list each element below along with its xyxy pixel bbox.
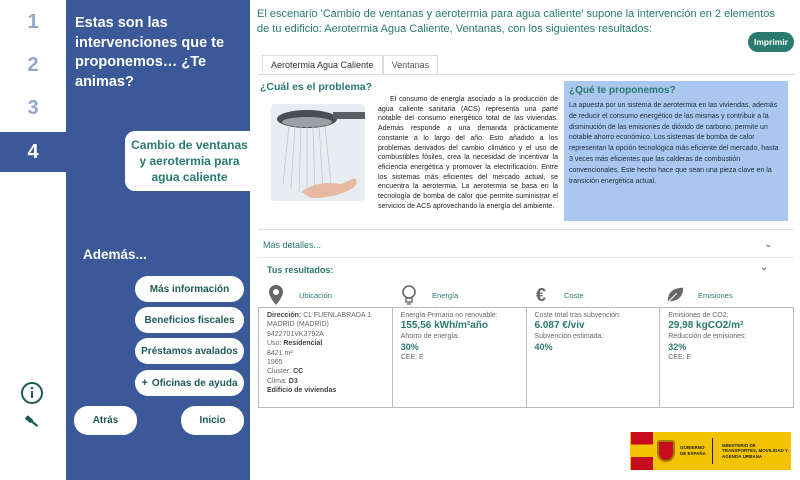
building-type: Edificio de viviendas (267, 387, 337, 395)
use-label: Uso: (267, 340, 282, 348)
step-2[interactable]: 2 (27, 53, 39, 76)
result-header-emissions (666, 282, 796, 308)
euro-icon: € (535, 284, 546, 305)
clima-value: D3 (288, 377, 298, 385)
chevron-down-icon[interactable]: ⌄ (760, 262, 769, 273)
proposal-title: ¿Qué te proponemos? (569, 85, 676, 96)
result-header-energy (400, 282, 530, 308)
total-cost-label: Coste total tras subvención: (534, 312, 621, 319)
divider (258, 229, 794, 230)
results-title: Tus resultados: (267, 265, 334, 275)
home-button[interactable]: Inicio (181, 406, 244, 435)
chevron-down-icon[interactable]: ⌄ (764, 239, 773, 250)
proposal-text: La apuesta por un sistema de aerotermia en las viviendas, además de reducir el consumo energético de las mismas y contribuir a la disminución de las emisiones de dióxido de carbono, permite un notable ahorro económico. Los sistemas de bomba de calor representan la opción tecnológica más eficiente del mercado, hasta 3 veces más eficientes que las calderas de combustión convencionales. Este hecho hace que sean una pieza clave en la transición energética actual. (569, 102, 779, 185)
leaf-icon (666, 285, 684, 305)
step-3[interactable]: 3 (27, 96, 39, 119)
primary-energy-label: Energía Primaria no renovable: (400, 312, 498, 319)
subsidy-label: Subvención estimada: (534, 333, 604, 341)
tab-ventanas[interactable]: Ventanas (383, 55, 439, 74)
loans-label: Préstamos avalados (141, 345, 238, 357)
tab-divider (258, 74, 794, 75)
total-cost-value: 6.087 €/viv (534, 320, 585, 332)
emissions-cee: CEE: E (668, 353, 692, 361)
sidebar-intro: Estas son las intervenciones que te proponemos… ¿Te animas? (75, 15, 225, 90)
energy-column (393, 308, 527, 407)
logo-gov-text: GOBIERNO DE ESPAÑA (680, 445, 706, 456)
loans-button[interactable] (135, 338, 244, 364)
plus-icon: + (141, 377, 148, 389)
address-value: CL FUENLABRADA 1 MADRID (MADRID) (267, 312, 372, 329)
cadastral-ref: 9422701VK3792A (267, 330, 324, 338)
spain-flag-icon (631, 432, 653, 470)
cluster-value: CC (293, 368, 304, 376)
intervention-tabs (262, 55, 438, 74)
clima-label: Clima: (267, 377, 287, 385)
step-rail (0, 0, 66, 480)
gavel-icon[interactable] (20, 411, 44, 435)
tax-benefits-button[interactable] (135, 307, 244, 333)
lightbulb-icon (400, 285, 418, 305)
help-offices-button[interactable] (135, 370, 244, 396)
location-label: Ubicación (299, 290, 332, 300)
reduction-value: 32% (668, 341, 687, 352)
primary-energy-value: 155,56 kWh/m²año (400, 320, 489, 332)
problem-text: El consumo de energía asociado a la producción de agua caliente sanitaria (ACS) representa una parte notable del consumo energético total de las viviendas. Además responde a una demanda prácticamente constante a lo largo del año. Esto añadido a los problemas derivados del cambio climático y el uso de combustibles fósiles, crea la necesidad de incentivar la eficiencia energética y promover la electrificación. Entre los sistemas más eficientes del mercado actual, se encuentra la aerotermia. La aerotermia se basa en la tecnología de bomba de calor que permite suministrar el servicios de ACS aprovechando la energía del ambiente. (378, 96, 558, 210)
results-table (258, 307, 794, 408)
more-details-toggle[interactable] (263, 240, 773, 250)
help-offices-label: Oficinas de ayuda (151, 377, 238, 389)
more-info-label: Más información (149, 283, 230, 295)
co2-value: 29,98 kgCO2/m² (668, 320, 744, 332)
step-1[interactable]: 1 (27, 10, 39, 33)
more-info-button[interactable] (135, 276, 244, 302)
address-label: Dirección: (267, 312, 302, 319)
energy-saving-value: 30% (400, 341, 419, 352)
cluster-label: Cluster: (267, 368, 292, 376)
result-header-location (267, 282, 397, 308)
tab-aerotermia[interactable]: Aerotermia Agua Caliente (262, 55, 383, 74)
energy-saving-label: Ahorro de energía: (400, 333, 460, 341)
emissions-label: Emisiones (698, 290, 733, 300)
shower-image (271, 104, 365, 201)
co2-label: Emisiones de CO2: (668, 312, 729, 319)
ademas-heading: Además... (83, 247, 147, 262)
reduction-label: Reducción de emisiones: (668, 333, 747, 341)
proposal-box (564, 81, 788, 221)
energy-label: Energía (432, 290, 459, 300)
cost-column (527, 308, 661, 407)
area-value: 8421 m² (267, 349, 293, 357)
sidebar (66, 0, 250, 480)
print-button[interactable]: Imprimir (748, 32, 794, 52)
energy-cee: CEE: E (400, 353, 424, 361)
logo-divider (712, 438, 713, 464)
info-icon[interactable] (20, 381, 44, 405)
government-logo (630, 432, 791, 470)
main-panel (250, 0, 800, 480)
location-pin-icon (267, 285, 285, 305)
divider (258, 257, 794, 258)
use-value: Residencial (283, 340, 323, 348)
back-button[interactable]: Atrás (74, 406, 137, 435)
result-header-cost (532, 282, 662, 308)
coat-of-arms-icon (657, 440, 675, 462)
emissions-column (660, 308, 793, 407)
more-details-label: Más detalles... (263, 240, 322, 250)
problem-title: ¿Cuál es el problema? (260, 81, 373, 93)
location-column (259, 308, 393, 407)
scenario-summary: El escenario 'Cambio de ventanas y aerotermia para agua caliente' supone la intervención en 2 elementos de tu edificio: Aerotermia Agua Caliente, Ventanas, con los siguientes resultados: (257, 8, 775, 35)
selected-intervention-card[interactable]: Cambio de ventanas y aerotermia para agua caliente (125, 131, 254, 191)
logo-ministry-text: MINISTERIO DE TRANSPORTES, MOVILIDAD Y AGENDA URBANA (722, 442, 788, 459)
year-value: 1965 (267, 359, 283, 367)
cost-label: Coste (564, 290, 584, 300)
step-4[interactable]: 4 (0, 132, 66, 172)
subsidy-value: 40% (534, 341, 553, 352)
tax-benefits-label: Beneficios fiscales (144, 314, 235, 326)
